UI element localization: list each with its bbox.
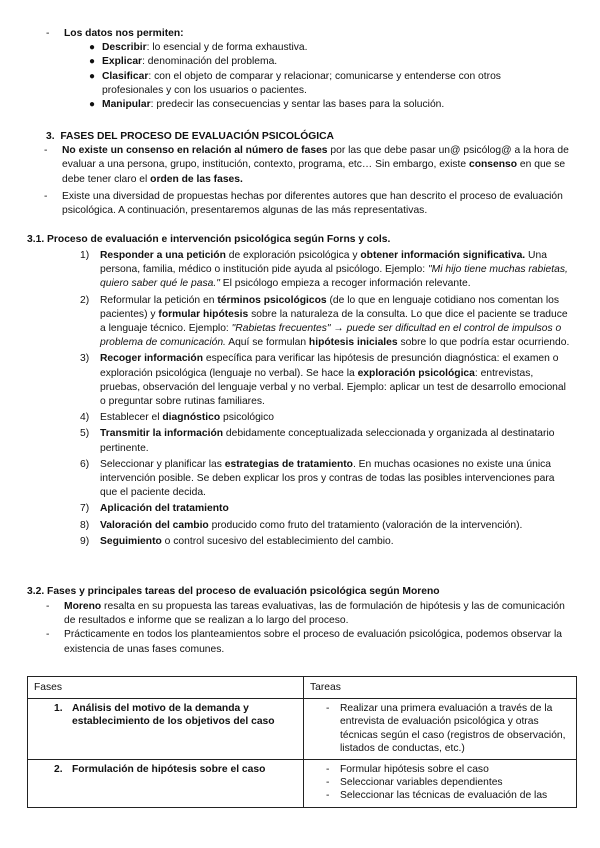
- table-row: [28, 699, 577, 760]
- phase-cell: 2. Formulación de hipótesis sobre el caso: [28, 760, 304, 808]
- section-3-heading: 3. FASES DEL PROCESO DE EVALUACIÓN PSICOLÓGICA: [46, 131, 334, 142]
- forns-phases-list: [80, 249, 570, 549]
- section-3: [46, 130, 576, 218]
- section-3-1-list-wrapper: [80, 249, 570, 551]
- section-3-2-paragraph-1: - Moreno resalta en su propuesta las tareas evaluativas, las de formulación de hipótesis y las de comunicación de resultados e informe que se realizan a lo largo del proceso.: [46, 601, 565, 627]
- column-header-fases: Fases: [28, 677, 304, 699]
- task-item: - Seleccionar las técnicas de evaluación de las: [326, 790, 548, 802]
- section-3-paragraph-1: - No existe un consenso en relación al número de fases por las que debe pasar un@ psicólog@ a la hora de evaluar a una persona, grupo, institución, contexto, programa, etc… Sin embargo, existe consenso en que se debe tener claro el orden de las fases.: [44, 145, 569, 185]
- list-item: 6) Seleccionar y planificar las estrategias de tratamiento. En muchas ocasiones no existe una única intervención posible. Se deben explicar los pros y contras de todas las posibles intervenciones para que el paciente decida.: [80, 458, 555, 499]
- tasks-cell: [304, 760, 577, 808]
- list-item: 1) Responder a una petición de exploración psicológica y obtener información significativa. Una persona, familia, médico o institución pide ayuda al psicólogo. Ejemplo: "Mi hijo tiene muchas rabietas, quiero saber qué le pasa." El psicólogo empieza a recoger información relevante.: [80, 250, 568, 290]
- dash-marker: -: [46, 28, 50, 39]
- task-item: - Seleccionar variables dependientes: [326, 777, 503, 789]
- list-item: 8) Valoración del cambio producido como fruto del tratamiento (valoración de la intervención).: [80, 519, 523, 531]
- intro-bullet-list: [86, 41, 556, 112]
- list-item: ● Manipular: predecir las consecuencias y sentar las bases para la solución.: [86, 98, 556, 112]
- section-3-2-body: [46, 600, 574, 657]
- section-3-1: [27, 233, 582, 247]
- section-3-2-heading: 3.2. Fases y principales tareas del proceso de evaluación psicológica según Moreno: [27, 586, 440, 597]
- list-item: 7) Aplicación del tratamiento: [80, 503, 229, 515]
- dash-marker: -: [44, 145, 48, 157]
- bullet-marker: ●: [89, 56, 96, 68]
- list-item: 9) Seguimiento o control sucesivo del establecimiento del cambio.: [80, 535, 394, 547]
- intro-heading-item: [46, 27, 566, 41]
- tasks-cell: [304, 699, 577, 760]
- list-item: 2) Reformular la petición en términos psicológicos (de lo que en lenguaje cotidiano nos comentan los pacientes) y formular hipótesis sobre la naturaleza de la consulta. Lo que dice el paciente se traduce a lenguaje técnico. Ejemplo: "Rabietas frecuentes" → puede ser dificultad en el control de impulsos o problema de comunicación. Aquí se formulan hipótesis iniciales sobre lo que podría estar ocurriendo.: [80, 294, 570, 349]
- bullet-marker: ●: [89, 99, 96, 111]
- section-3-2-paragraph-2: - Prácticamente en todos los planteamientos sobre el proceso de evaluación psicológica, podemos observar la existencia de unas fases comunes.: [46, 629, 562, 655]
- list-item: ● Clasificar: con el objeto de comparar y relacionar; comunicarse y entenderse con otros profesionales y con los usuarios o pacientes.: [89, 70, 501, 96]
- dash-marker: -: [46, 601, 50, 612]
- list-item: 3) Recoger información específica para verificar las hipótesis de presunción diagnóstica: el examen o exploración psicológica (lenguaje no verbal). Se hace la exploración psicológica: entrevistas, pruebas, observación del lenguaje verbal y no verbal. Ejemplo: aplicar un test de desarrollo emocional o preguntar sobre rutinas familiares.: [80, 353, 566, 408]
- bullet-marker: ●: [89, 42, 96, 54]
- section-3-1-heading: 3.1. Proceso de evaluación e intervención psicológica según Forns y cols.: [27, 234, 391, 245]
- section-3-paragraph-2: - Existe una diversidad de propuestas hechas por diferentes autores que han descrito el proceso de evaluación psicológica. A continuación, presentaremos algunas de las más representativas.: [44, 190, 563, 217]
- list-item: ● Describir: lo esencial y de forma exhaustiva.: [86, 41, 556, 55]
- intro-section: [46, 27, 566, 112]
- task-item: - Realizar una primera evaluación a través de la entrevista de evaluación psicológica y otras técnicas según el caso (registros de observación, listados de conductas, etc.): [326, 703, 566, 754]
- phases-table: [27, 676, 577, 808]
- table-header-row: [28, 677, 577, 699]
- column-header-tareas: Tareas: [304, 677, 577, 699]
- dash-marker: -: [44, 190, 48, 202]
- intro-heading: Los datos nos permiten:: [64, 28, 184, 39]
- list-item: ● Explicar: denominación del problema.: [86, 55, 556, 69]
- list-item: 5) Transmitir la información debidamente conceptualizada seleccionada y organizada al destinatario pertinente.: [80, 428, 555, 454]
- task-item: - Formular hipótesis sobre el caso: [326, 764, 489, 776]
- phase-cell: 1. Análisis del motivo de la demanda y establecimiento de los objetivos del caso: [28, 699, 304, 760]
- list-item: 4) Establecer el diagnóstico psicológico: [80, 412, 274, 424]
- table-row: [28, 760, 577, 808]
- bullet-marker: ●: [89, 70, 96, 82]
- dash-marker: -: [46, 629, 50, 641]
- section-3-2: [27, 585, 582, 599]
